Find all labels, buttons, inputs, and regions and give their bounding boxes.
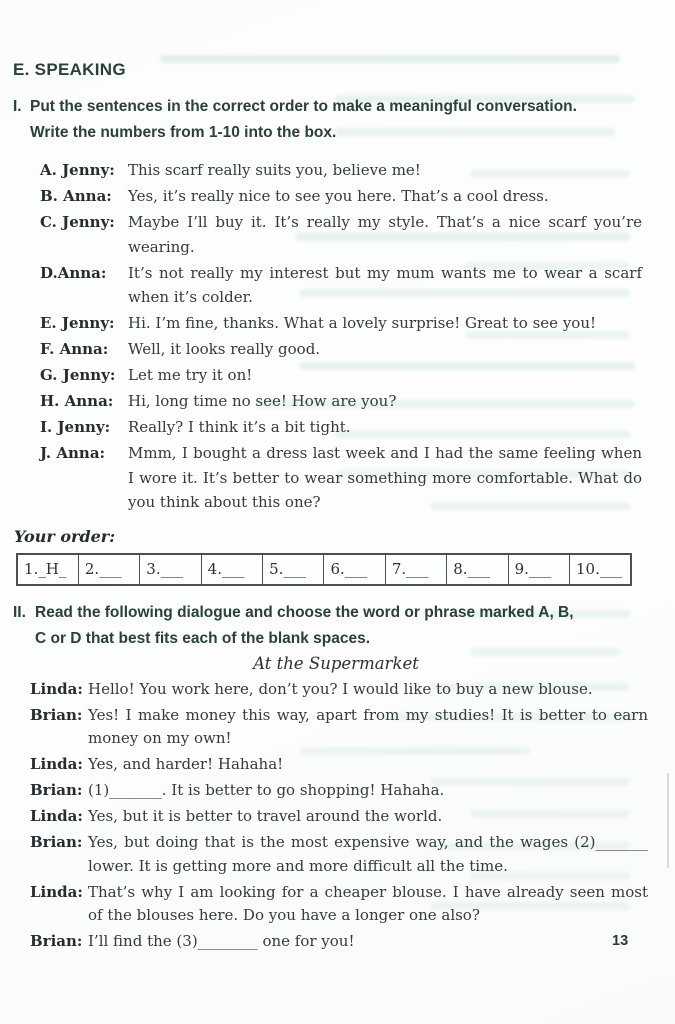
dialogue-line-2 bbox=[30, 704, 675, 751]
instruction-line-1: Read the following dialogue and choose the word or phrase marked A, B, bbox=[35, 603, 574, 621]
your-order-label: Your order: bbox=[14, 526, 116, 546]
order-cell-9: 9.___ bbox=[508, 554, 569, 585]
speaker-label: Brian: bbox=[30, 932, 83, 950]
conversation-item-i bbox=[40, 415, 675, 440]
speaker-label: Linda: bbox=[30, 882, 83, 901]
dialogue-text: (1)_______. It is better to go shopping! Hahaha. bbox=[88, 781, 445, 799]
speaker-label: B. Anna: bbox=[40, 187, 112, 205]
speaker-label: I. Jenny: bbox=[40, 418, 111, 436]
dialogue-line-5 bbox=[30, 805, 675, 829]
dialogue-text: Yes! I make money this way, apart from my studies! It is better to earn money on my own! bbox=[88, 705, 648, 747]
conversation-text: Yes, it’s really nice to see you here. That’s a cool dress. bbox=[128, 187, 549, 205]
dialogue-line-4 bbox=[30, 779, 675, 803]
conversation-item-j bbox=[40, 441, 675, 515]
dialogue-text: Yes, but it is better to travel around the world. bbox=[88, 807, 443, 825]
conversation-list bbox=[40, 158, 675, 515]
order-cell-10: 10.___ bbox=[570, 554, 631, 585]
speaker-label: J. Anna: bbox=[40, 444, 106, 462]
dialogue-text: Yes, but doing that is the most expensive way, and the wages (2)_______ lower. It is getting more and more difficult all the time. bbox=[88, 833, 648, 875]
conversation-item-f bbox=[40, 337, 675, 362]
speaker-label: H. Anna: bbox=[40, 392, 114, 410]
conversation-text: Mmm, I bought a dress last week and I had the same feeling when I wore it. It’s better to wear something more comfortable. What do you think about this one? bbox=[128, 444, 642, 511]
order-cell-4: 4.___ bbox=[201, 554, 262, 585]
dialogue-text: Hello! You work here, don’t you? I would like to buy a new blouse. bbox=[88, 679, 593, 698]
speaker-label: G. Jenny: bbox=[40, 366, 116, 384]
speaker-label: D.Anna: bbox=[40, 263, 107, 282]
conversation-text: This scarf really suits you, believe me! bbox=[128, 161, 421, 179]
conversation-item-d bbox=[40, 261, 675, 310]
order-cell-3: 3.___ bbox=[140, 554, 201, 585]
speaker-label: Brian: bbox=[30, 781, 83, 799]
dialogue-title: At the Supermarket bbox=[253, 653, 419, 673]
conversation-item-e bbox=[40, 311, 675, 336]
conversation-item-b bbox=[40, 184, 675, 209]
speaker-label: Brian: bbox=[30, 705, 83, 724]
speaker-label: Linda: bbox=[30, 807, 83, 825]
page-number: 13 bbox=[612, 933, 629, 949]
exercise-1-numeral: I. bbox=[13, 98, 22, 115]
exercise-2-instruction bbox=[13, 600, 675, 652]
conversation-text: It’s not really my interest but my mum wants me to wear a scarf when it’s colder. bbox=[128, 263, 642, 306]
conversation-item-h bbox=[40, 389, 675, 414]
instruction-line-2: Write the numbers from 1-10 into the box. bbox=[30, 124, 337, 141]
speaker-label: F. Anna: bbox=[40, 340, 109, 358]
order-cell-8: 8.___ bbox=[447, 554, 508, 585]
dialogue-list bbox=[30, 678, 675, 954]
speaker-label: A. Jenny: bbox=[40, 161, 115, 179]
order-cell-6: 6.___ bbox=[324, 554, 385, 585]
order-cell-5: 5.___ bbox=[263, 554, 324, 585]
instruction-line-2: C or D that best fits each of the blank spaces. bbox=[35, 629, 371, 647]
order-cell-2: 2.___ bbox=[78, 554, 139, 585]
order-answer-row bbox=[17, 554, 631, 585]
conversation-text: Well, it looks really good. bbox=[128, 340, 321, 358]
dialogue-line-6 bbox=[30, 831, 675, 878]
speaker-label: Linda: bbox=[30, 755, 83, 773]
dialogue-line-3 bbox=[30, 753, 675, 777]
exercise-1-instruction bbox=[13, 94, 675, 146]
dialogue-text: Yes, and harder! Hahaha! bbox=[88, 755, 284, 773]
speaker-label: Linda: bbox=[30, 679, 83, 698]
conversation-text: Hi, long time no see! How are you? bbox=[128, 392, 397, 410]
dialogue-line-8 bbox=[30, 930, 675, 954]
section-heading: E. SPEAKING bbox=[13, 60, 126, 79]
speaker-label: C. Jenny: bbox=[40, 213, 115, 231]
order-cell-1: 1._H_ bbox=[17, 554, 78, 585]
conversation-item-a bbox=[40, 158, 675, 183]
dialogue-line-1 bbox=[30, 678, 675, 702]
conversation-text: Really? I think it’s a bit tight. bbox=[128, 418, 351, 436]
conversation-item-g bbox=[40, 363, 675, 388]
exercise-2-numeral: II. bbox=[13, 603, 26, 621]
conversation-text: Let me try it on! bbox=[128, 366, 253, 384]
conversation-text: Maybe I’ll buy it. It’s really my style. That’s a nice scarf you’re wearing. bbox=[128, 213, 642, 256]
speaker-label: Brian: bbox=[30, 833, 83, 851]
conversation-item-c bbox=[40, 210, 675, 259]
speaker-label: E. Jenny: bbox=[40, 314, 115, 332]
order-answer-box bbox=[16, 553, 632, 586]
conversation-text: Hi. I’m fine, thanks. What a lovely surprise! Great to see you! bbox=[128, 314, 597, 332]
instruction-line-1: Put the sentences in the correct order to make a meaningful conversation. bbox=[30, 98, 577, 115]
order-cell-7: 7.___ bbox=[385, 554, 446, 585]
dialogue-text: I’ll find the (3)________ one for you! bbox=[88, 932, 355, 950]
dialogue-text: That’s why I am looking for a cheaper blouse. I have already seen most of the blouses here. Do you have a longer one also? bbox=[88, 882, 648, 924]
dialogue-line-7 bbox=[30, 881, 675, 928]
